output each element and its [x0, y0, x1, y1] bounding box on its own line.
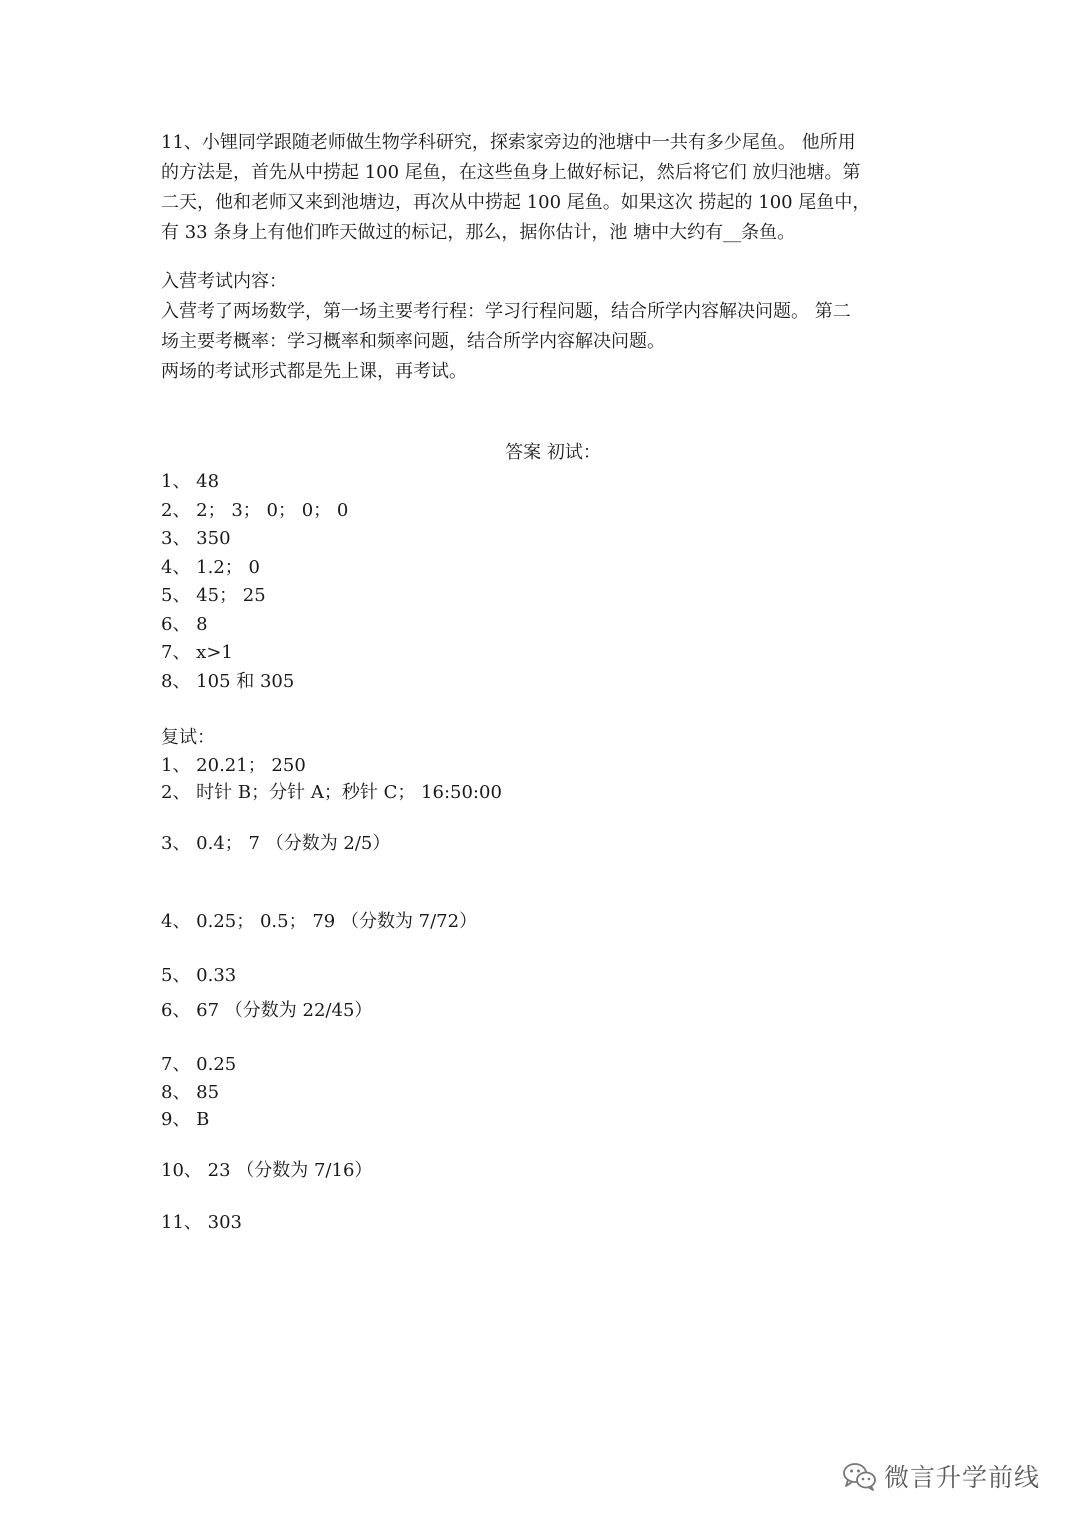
- watermark-text: 微言升学前线: [884, 1463, 1041, 1492]
- question-11-line: 的方法是，首先从中捞起 100 尾鱼，在这些鱼身上做好标记，然后将它们 放归池塘。第: [161, 162, 861, 183]
- preliminary-answer: 4、 1.2； 0: [161, 557, 260, 578]
- retest-answer: 10、 23 （分数为 7/16）: [161, 1160, 373, 1181]
- preliminary-answer: 7、 x>1: [161, 642, 233, 663]
- retest-answer: 1、 20.21； 250: [161, 755, 306, 776]
- preliminary-answer: 5、 45； 25: [161, 585, 266, 606]
- retest-answer: 11、 303: [161, 1212, 242, 1233]
- camp-exam-section: [161, 267, 931, 387]
- camp-exam-line: 入营考了两场数学，第一场主要考行程：学习行程问题，结合所学内容解决问题。 第二: [161, 301, 851, 322]
- retest-heading: 复试：: [161, 727, 215, 748]
- camp-exam-line: 两场的考试形式都是先上课，再考试。: [161, 361, 467, 382]
- camp-exam-line: 场主要考概率：学习概率和频率问题，结合所学内容解决问题。: [161, 331, 665, 352]
- preliminary-answer: 6、 8: [161, 614, 208, 635]
- answers-title: 答案 初试：: [505, 442, 601, 463]
- retest-answer: 5、 0.33: [161, 965, 237, 986]
- camp-exam-heading: 入营考试内容：: [161, 271, 287, 292]
- preliminary-answer: 2、 2； 3； 0； 0； 0: [161, 500, 349, 521]
- retest-answer: 7、 0.25: [161, 1054, 237, 1075]
- retest-answer: 3、 0.4； 7 （分数为 2/5）: [161, 833, 391, 854]
- question-11-line: 有 33 条身上有他们昨天做过的标记，那么，据你估计，池 塘中大约有__条鱼。: [161, 222, 796, 243]
- preliminary-answer: 1、 48: [161, 471, 220, 492]
- retest-answer: 4、 0.25； 0.5； 79 （分数为 7/72）: [161, 911, 478, 932]
- wechat-icon: [842, 1461, 878, 1491]
- question-11-line: 11、小锂同学跟随老师做生物学科研究，探索家旁边的池塘中一共有多少尾鱼。 他所用: [161, 132, 856, 153]
- preliminary-answer: 8、 105 和 305: [161, 671, 295, 692]
- retest-answer: 2、 时针 B；分针 A；秒针 C； 16:50:00: [161, 782, 502, 803]
- question-11-line: 二天，他和老师又来到池塘边，再次从中捞起 100 尾鱼。如果这次 捞起的 100 尾鱼中，: [161, 192, 871, 213]
- preliminary-answer: 3、 350: [161, 528, 231, 549]
- retest-answer: 9、 B: [161, 1109, 210, 1130]
- retest-answer: 8、 85: [161, 1082, 220, 1103]
- retest-answer: 6、 67 （分数为 22/45）: [161, 1000, 373, 1021]
- watermark: [842, 1458, 1040, 1494]
- question-11: [161, 128, 931, 248]
